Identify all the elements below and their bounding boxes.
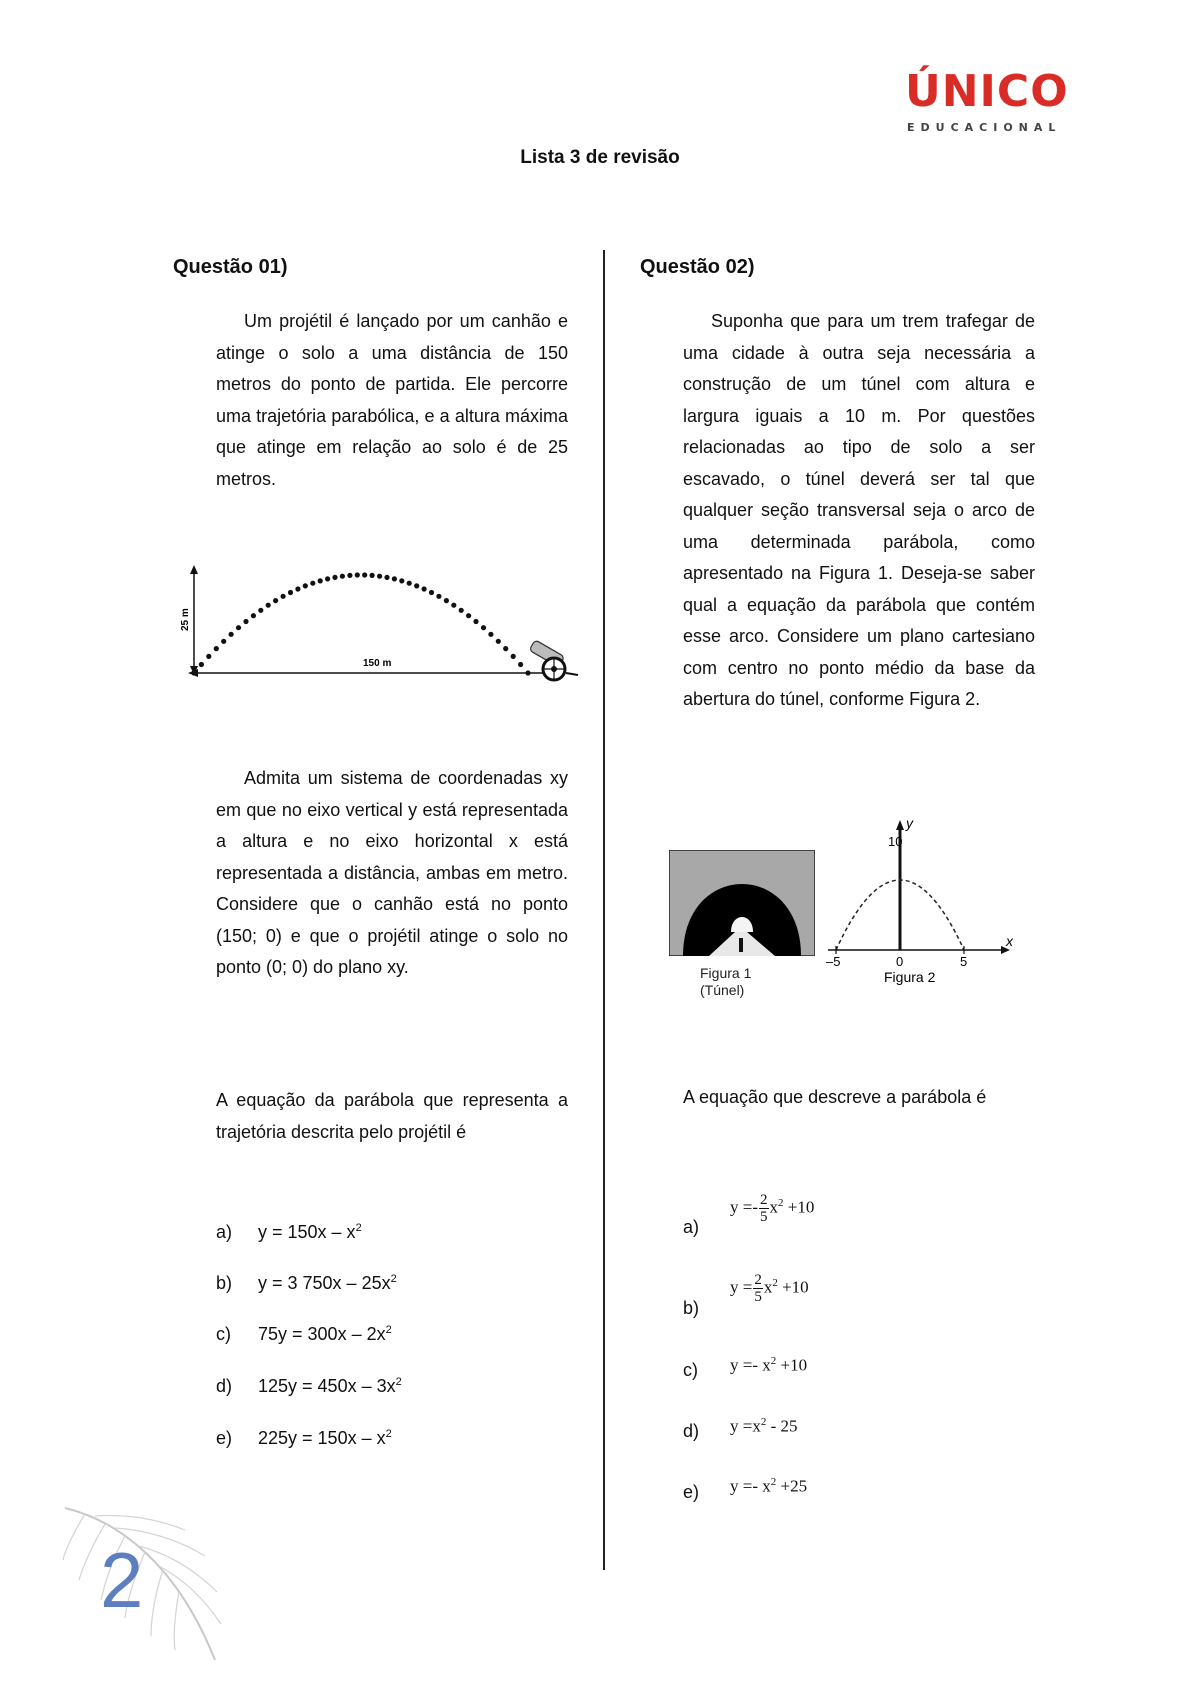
q1-option-b-exp: 2 [390, 1273, 397, 1285]
q1-option-d-label: d) [216, 1376, 233, 1396]
feather-watermark-icon [55, 1500, 235, 1670]
cannon-icon [529, 640, 578, 680]
x-axis-label: x [1006, 933, 1013, 949]
q1-option-d[interactable] [216, 1376, 402, 1397]
brand-logo [905, 66, 1069, 140]
trajectory-dot [325, 576, 330, 581]
q2-title: Questão 02) [640, 256, 755, 278]
q2-option-b-exp: 2 [772, 1276, 778, 1289]
trajectory-dot [229, 632, 234, 637]
page-number: 2 [100, 1536, 144, 1624]
q1-option-b-text: y = 3 750x – 25x [258, 1273, 391, 1293]
q1-option-e[interactable] [216, 1428, 392, 1449]
height-label: 25 m [180, 608, 191, 631]
trajectory-dot [295, 586, 300, 591]
trajectory-dot [199, 662, 204, 667]
q2-option-b-pre: y = [730, 1277, 753, 1297]
q2-option-b-num: 2 [754, 1272, 762, 1288]
q2-option-b-tail: +10 [777, 1277, 809, 1297]
q2-option-c-label[interactable]: c) [683, 1360, 698, 1380]
q1-option-b[interactable] [216, 1273, 397, 1294]
parabola-figure [820, 818, 1016, 988]
trajectory-dot [488, 632, 493, 637]
trajectory-dot [466, 613, 471, 618]
q2-option-e-text: y =- x [730, 1476, 771, 1496]
q1-option-e-label: e) [216, 1428, 233, 1448]
q2-option-d[interactable] [730, 1416, 798, 1437]
q2-option-b[interactable] [730, 1272, 809, 1305]
trajectory-dot [444, 598, 449, 603]
trajectory-dots [191, 572, 530, 675]
figure1-caption-line2: (Túnel) [700, 982, 745, 998]
y-axis-label: y [906, 818, 913, 831]
q1-question: A equação da parábola que representa a trajetória descrita pelo projétil é [216, 1090, 568, 1142]
q2-option-a-tail: +10 [783, 1197, 815, 1217]
trajectory-dot [518, 662, 523, 667]
trajectory-dot [370, 573, 375, 578]
trajectory-dot [399, 578, 404, 583]
q2-option-e-tail: +25 [776, 1476, 808, 1496]
q1-option-c-text: 75y = 300x – 2x [258, 1324, 386, 1344]
trajectory-dot [451, 603, 456, 608]
q1-option-e-text: 225y = 150x – x [258, 1428, 386, 1448]
trajectory-dot [362, 572, 367, 577]
trajectory-dot [384, 575, 389, 580]
q1-option-b-label: b) [216, 1273, 233, 1293]
q1-paragraph-1: Um projétil é lançado por um canhão e atinge o solo a uma distância de 150 metros do ponto de partida. Ele percorre uma trajetória parabólica, e a altura máxima que atinge em relação ao solo é de 25 metros. [216, 311, 568, 489]
trajectory-dot [525, 670, 530, 675]
q1-option-c-label: c) [216, 1324, 231, 1344]
q2-option-c[interactable] [730, 1355, 807, 1376]
q1-option-d-exp: 2 [395, 1376, 402, 1388]
logo-subtext: EDUCACIONAL [907, 121, 1062, 134]
trajectory-dot [340, 574, 345, 579]
trajectory-dot [214, 646, 219, 651]
trajectory-dot [473, 619, 478, 624]
trajectory-dot [355, 572, 360, 577]
q2-paragraph-1: Suponha que para um trem trafegar de uma cidade à outra seja necessária a construção de um túnel com altura e largura iguais a 10 m. Por questões relacionadas ao tipo de solo a ser escavado, o túnel deverá ser tal que qualquer seção transversal seja o arco de uma determinada parábola, como apresentado na Figura 1. Deseja-se saber qual a equação da parábola que contém esse arco. Considere um plano cartesiano com centro no ponto médio da base da abertura do túnel, conforme Figura 2. [683, 311, 1035, 709]
x-tick-label-neg5: –5 [826, 954, 841, 969]
trajectory-dot [511, 654, 516, 659]
trajectory-dot [347, 573, 352, 578]
trajectory-dot [258, 608, 263, 613]
x-tick-label-0: 0 [896, 954, 904, 969]
trajectory-dot [191, 670, 196, 675]
trajectory-dot [281, 594, 286, 599]
projectile-trajectory-figure [178, 565, 588, 685]
figure1-caption [700, 965, 780, 999]
trajectory-dot [236, 625, 241, 630]
trajectory-dot [503, 646, 508, 651]
height-arrow-head-top [190, 565, 198, 574]
figure2-caption: Figura 2 [884, 969, 936, 985]
trajectory-dot [407, 581, 412, 586]
trajectory-dot [243, 619, 248, 624]
q2-option-a-exp: 2 [778, 1196, 784, 1209]
trajectory-dot [392, 576, 397, 581]
q1-option-a-text: y = 150x – x [258, 1222, 356, 1242]
q1-option-a-label: a) [216, 1222, 233, 1242]
y-axis-arrow [896, 820, 904, 830]
q2-option-a-fraction [759, 1192, 769, 1225]
q2-option-a-pre: y =- [730, 1197, 758, 1217]
trajectory-dot [414, 583, 419, 588]
q2-option-a-label[interactable]: a) [683, 1217, 700, 1237]
q2-option-a-den: 5 [760, 1209, 768, 1225]
q2-option-d-text: y =x [730, 1416, 761, 1436]
q2-option-e-exp: 2 [770, 1476, 777, 1488]
q1-option-a[interactable] [216, 1222, 362, 1243]
y-tick-label: 10 [888, 834, 903, 849]
trajectory-dot [206, 654, 211, 659]
q1-option-c[interactable] [216, 1324, 392, 1345]
trajectory-dot [310, 581, 315, 586]
trajectory-dot [429, 590, 434, 595]
trajectory-dot [221, 639, 226, 644]
x-tick-label-5: 5 [960, 954, 968, 969]
q2-option-d-label[interactable]: d) [683, 1421, 700, 1441]
trajectory-dot [332, 575, 337, 580]
trajectory-dot [496, 639, 501, 644]
trajectory-dot [273, 598, 278, 603]
q2-option-d-tail: - 25 [766, 1416, 798, 1436]
q1-paragraph-2: Admita um sistema de coordenadas xy em que no eixo vertical y está representada a altura e no eixo horizontal x está representada a distância, ambas em metro. Considere que o canhão está no ponto (150; 0) e que o projétil atinge o solo no ponto (0; 0) do plano xy. [216, 768, 568, 977]
trajectory-dot [318, 578, 323, 583]
q2-option-a-post: x [769, 1197, 778, 1217]
q2-option-c-tail: +10 [776, 1355, 808, 1375]
q2-option-b-fraction [753, 1272, 763, 1305]
figure1-caption-line1: Figura 1 [700, 965, 752, 981]
logo-text: ÚNICO [905, 66, 1069, 117]
trajectory-dot [251, 613, 256, 618]
q2-option-c-exp: 2 [770, 1355, 777, 1367]
trajectory-dot [422, 586, 427, 591]
trajectory-dot [377, 574, 382, 579]
tunnel-figure [669, 850, 815, 956]
q1-option-a-exp: 2 [355, 1222, 362, 1234]
q2-option-e-label[interactable]: e) [683, 1482, 700, 1502]
q2-option-d-exp: 2 [760, 1416, 767, 1428]
q2-option-a-num: 2 [760, 1192, 768, 1208]
trajectory-dot [481, 625, 486, 630]
q1-title: Questão 01) [173, 256, 288, 278]
trajectory-dot [288, 590, 293, 595]
q1-option-d-text: 125y = 450x – 3x [258, 1376, 396, 1396]
q2-question: A equação que descreve a parábola é [683, 1087, 987, 1107]
q2-option-b-post: x [763, 1277, 773, 1297]
q1-option-e-exp: 2 [385, 1428, 392, 1440]
page-title: Lista 3 de revisão [520, 147, 680, 168]
q2-option-b-den: 5 [754, 1289, 762, 1305]
column-divider [603, 250, 605, 1570]
trajectory-dot [459, 608, 464, 613]
q2-option-c-text: y =- x [730, 1355, 771, 1375]
distance-label: 150 m [363, 658, 392, 669]
trajectory-dot [266, 603, 271, 608]
trajectory-dot [436, 594, 441, 599]
q2-option-e[interactable] [730, 1476, 807, 1497]
q2-option-b-label[interactable]: b) [683, 1298, 700, 1318]
q2-option-a[interactable] [730, 1192, 814, 1225]
q1-option-c-exp: 2 [385, 1324, 392, 1336]
trajectory-dot [303, 583, 308, 588]
